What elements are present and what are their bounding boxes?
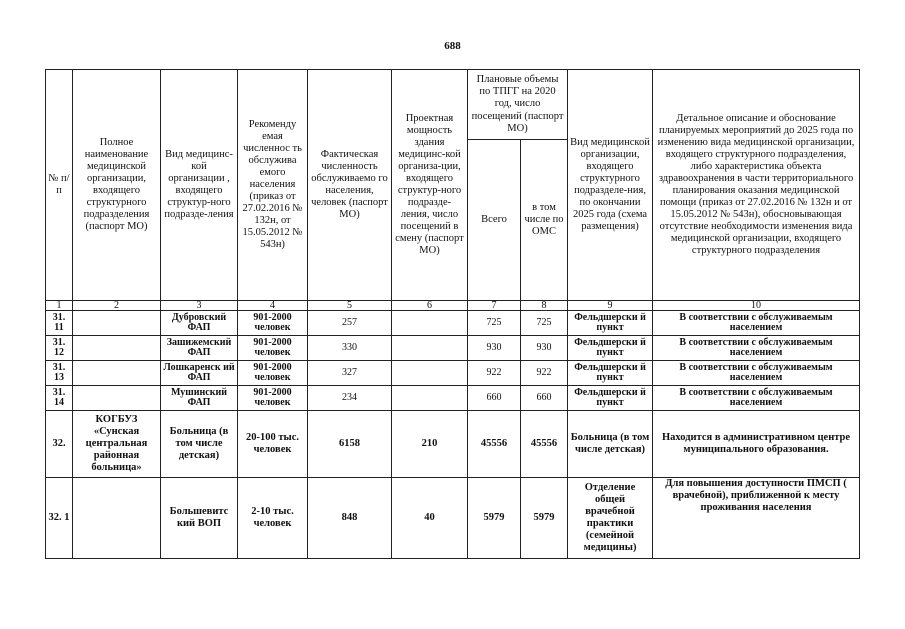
org-type: Мушинский ФАП (161, 386, 238, 411)
design-capacity: 210 (392, 411, 468, 478)
planned-total: 5979 (468, 478, 521, 559)
description: В соответствии с обслуживаемым населением (653, 311, 860, 336)
header-org-type: Вид медицинс-кой организации , входящего структур-ного подразде-ления (161, 70, 238, 301)
column-number: 5 (308, 301, 392, 311)
table-row (46, 478, 860, 559)
table-row (46, 386, 860, 411)
recommended-population: 901-2000 человек (238, 361, 308, 386)
recommended-population: 901-2000 человек (238, 336, 308, 361)
header-row-1 (46, 70, 860, 140)
org-type: Зашижемский ФАП (161, 336, 238, 361)
recommended-population: 2-10 тыс. человек (238, 478, 308, 559)
column-number: 10 (653, 301, 860, 311)
column-number: 6 (392, 301, 468, 311)
planned-total: 922 (468, 361, 521, 386)
column-number: 9 (568, 301, 653, 311)
column-number-row (46, 301, 860, 311)
type-2025: Фельдшерски й пункт (568, 386, 653, 411)
header-full-name: Полное наименование медицинской организации, входящего структурного подразделения (паспорт МО) (73, 70, 161, 301)
column-number: 2 (73, 301, 161, 311)
planned-total: 725 (468, 311, 521, 336)
table-row (46, 311, 860, 336)
planned-oms: 5979 (521, 478, 568, 559)
header-oms: в том числе по ОМС (521, 140, 568, 301)
header-num: № п/п (46, 70, 73, 301)
row-number: 31. 12 (46, 336, 73, 361)
description: Для повышения доступности ПМСП ( врачебной), приближенной к месту проживания населения (653, 478, 860, 559)
planned-oms: 660 (521, 386, 568, 411)
header-type-2025: Вид медицинской организации, входящего структурного подразделе-ния, по окончании 2025 года (схема размещения) (568, 70, 653, 301)
design-capacity (392, 311, 468, 336)
header-planned-volumes: Плановые объемы по ТПГГ на 2020 год, число посещений (паспорт МО) (468, 70, 568, 140)
table-row (46, 361, 860, 386)
header-description: Детальное описание и обоснование планируемых мероприятий до 2025 года по изменению вида медицинской организации, входящего структурного подразделения, либо характеристика объекта здравоохранения в части территориального планирования оказания медицинской помощи (приказ от 27.02.2016 № 132н и от 15.05.2012 № 543н), обосновывающая отсутствие необходимости изменения вида медицинской организации, входящего структурного подразделения (653, 70, 860, 301)
planned-oms: 725 (521, 311, 568, 336)
medical-organizations-table (45, 69, 860, 559)
design-capacity (392, 336, 468, 361)
design-capacity: 40 (392, 478, 468, 559)
org-name (73, 336, 161, 361)
actual-population: 327 (308, 361, 392, 386)
org-name (73, 478, 161, 559)
column-number: 8 (521, 301, 568, 311)
org-type: Лошкаренск ий ФАП (161, 361, 238, 386)
header-design-capacity: Проектная мощность здания медицинс-кой организа-ции, входящего структур-ного подразде-ления, число посещений в смену (паспорт МО) (392, 70, 468, 301)
column-number: 7 (468, 301, 521, 311)
type-2025: Отделение общей врачебной практики (семейной медицины) (568, 478, 653, 559)
page-number: 688 (444, 40, 461, 52)
row-number: 31. 11 (46, 311, 73, 336)
org-name (73, 386, 161, 411)
actual-population: 257 (308, 311, 392, 336)
actual-population: 848 (308, 478, 392, 559)
type-2025: Больница (в том числе детская) (568, 411, 653, 478)
planned-oms: 45556 (521, 411, 568, 478)
planned-total: 660 (468, 386, 521, 411)
recommended-population: 901-2000 человек (238, 386, 308, 411)
actual-population: 330 (308, 336, 392, 361)
header-recommended-population: Рекоменду емая численнос ть обслужива емого населения (приказ от 27.02.2016 № 132н, от 15.05.2012 № 543н) (238, 70, 308, 301)
org-type: Больница (в том числе детская) (161, 411, 238, 478)
org-type: Дубровский ФАП (161, 311, 238, 336)
org-name (73, 361, 161, 386)
column-number: 1 (46, 301, 73, 311)
column-number: 3 (161, 301, 238, 311)
actual-population: 6158 (308, 411, 392, 478)
description: Находится в административном центре муниципального образования. (653, 411, 860, 478)
org-name (73, 311, 161, 336)
description: В соответствии с обслуживаемым населением (653, 361, 860, 386)
design-capacity (392, 361, 468, 386)
planned-total: 930 (468, 336, 521, 361)
planned-oms: 930 (521, 336, 568, 361)
type-2025: Фельдшерски й пункт (568, 311, 653, 336)
recommended-population: 20-100 тыс. человек (238, 411, 308, 478)
row-number: 32. (46, 411, 73, 478)
row-number: 31. 14 (46, 386, 73, 411)
row-number: 32. 1 (46, 478, 73, 559)
description: В соответствии с обслуживаемым населением (653, 386, 860, 411)
type-2025: Фельдшерски й пункт (568, 361, 653, 386)
design-capacity (392, 386, 468, 411)
table-row (46, 336, 860, 361)
table-row (46, 411, 860, 478)
header-actual-population: Фактическая численность обслуживаемо го населения, человек (паспорт МО) (308, 70, 392, 301)
planned-oms: 922 (521, 361, 568, 386)
org-type: Большевитс кий ВОП (161, 478, 238, 559)
column-number: 4 (238, 301, 308, 311)
type-2025: Фельдшерски й пункт (568, 336, 653, 361)
planned-total: 45556 (468, 411, 521, 478)
row-number: 31. 13 (46, 361, 73, 386)
actual-population: 234 (308, 386, 392, 411)
header-total: Всего (468, 140, 521, 301)
org-name: КОГБУЗ «Сунская центральная районная больница» (73, 411, 161, 478)
recommended-population: 901-2000 человек (238, 311, 308, 336)
description: В соответствии с обслуживаемым населением (653, 336, 860, 361)
